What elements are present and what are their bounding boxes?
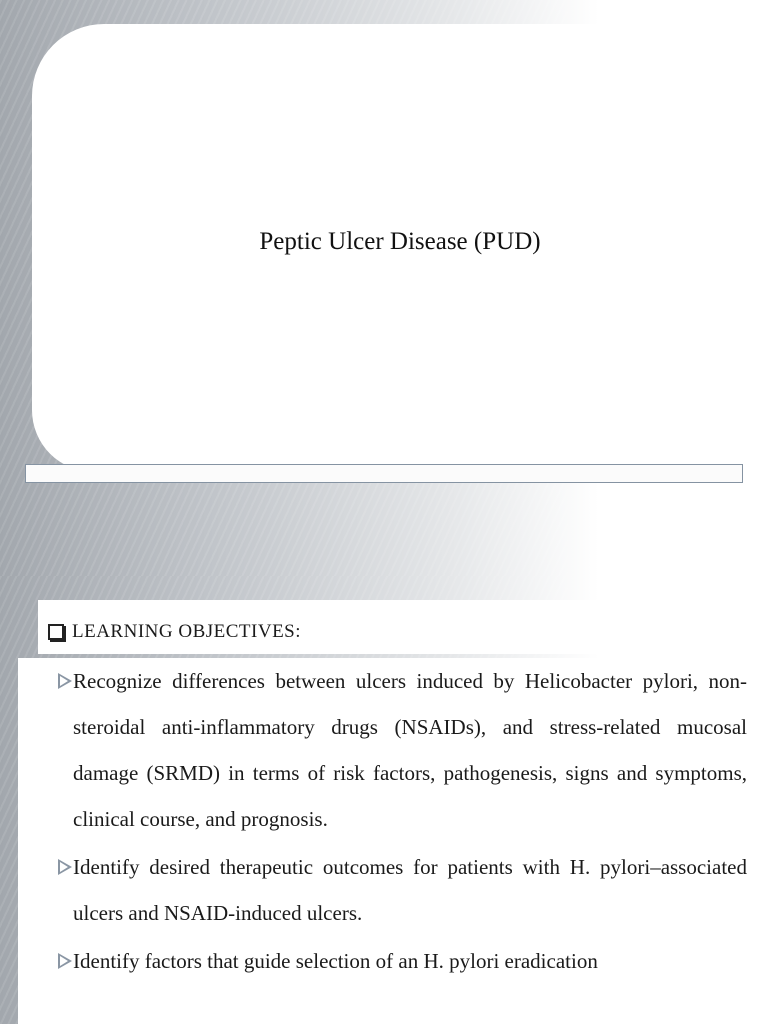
list-item	[18, 938, 768, 984]
arrow-icon	[58, 953, 72, 969]
section-heading	[48, 621, 301, 643]
checkbox-icon	[48, 624, 64, 640]
slide-title: Peptic Ulcer Disease (PUD)	[259, 228, 541, 255]
objective-text: Identify factors that guide selection of an H. pylori eradication	[73, 949, 598, 973]
content-area	[18, 658, 768, 1024]
objectives-slide	[0, 576, 768, 1024]
objective-text: Identify desired therapeutic outcomes for patients with H. pylori–associated ulcers and NSAID-induced ulcers.	[73, 855, 747, 925]
footer-bar	[25, 464, 743, 483]
arrow-icon	[58, 859, 72, 875]
list-item	[18, 844, 768, 936]
list-item	[18, 658, 768, 842]
arrow-icon	[58, 673, 72, 689]
heading-text: LEARNING OBJECTIVES:	[72, 621, 302, 642]
objectives-list	[18, 658, 768, 986]
objective-text: Recognize differences between ulcers induced by Helicobacter pylori, non-steroidal anti-inflammatory drugs (NSAIDs), and stress-related mucosal damage (SRMD) in terms of risk factors, pathogenesis, signs and symptoms, clinical course, and prognosis.	[73, 669, 747, 831]
